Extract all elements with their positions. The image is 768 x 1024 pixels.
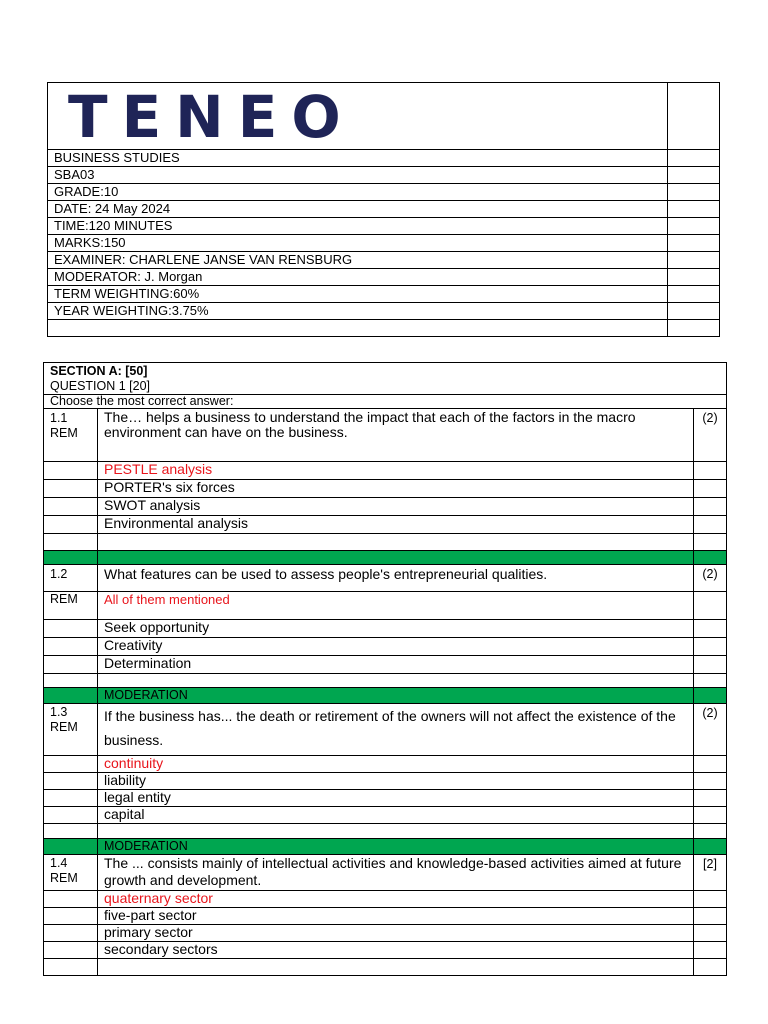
option-row <box>44 942 727 959</box>
correct-answer: continuity <box>98 756 694 773</box>
exam-header-table <box>47 82 720 337</box>
instruction-row <box>44 395 727 409</box>
question-marks: (2) <box>694 409 727 462</box>
teneo-logo: TENEO <box>68 83 355 150</box>
correct-answer: quaternary sector <box>98 891 694 908</box>
option: Environmental analysis <box>98 516 694 534</box>
option: capital <box>98 807 694 824</box>
option-row <box>44 656 727 674</box>
question-code: REM <box>44 592 98 620</box>
moderation-label: MODERATION <box>98 839 694 855</box>
option-row <box>44 908 727 925</box>
question-number: 1.2 <box>44 565 98 592</box>
option-row <box>44 773 727 790</box>
option: SWOT analysis <box>98 498 694 516</box>
spacer-row <box>44 824 727 839</box>
moderation-label: MODERATION <box>98 688 694 704</box>
date-label: DATE: 24 May 2024 <box>48 201 668 218</box>
question-text: The ... consists mainly of intellectual activities and knowledge-based activities aimed at future growth and development. <box>98 855 694 891</box>
moderation-row <box>44 551 727 565</box>
question-row <box>44 855 727 891</box>
question-row <box>44 565 727 592</box>
option: Determination <box>98 656 694 674</box>
option: Creativity <box>98 638 694 656</box>
option-row <box>44 638 727 656</box>
question-code: REM <box>50 720 78 734</box>
moderator-label: MODERATOR: J. Morgan <box>48 269 668 286</box>
answer-row <box>44 462 727 480</box>
grade-label: GRADE:10 <box>48 184 668 201</box>
option-row <box>44 790 727 807</box>
section-header-row <box>44 363 727 395</box>
question-number: 1.4 <box>50 856 68 870</box>
question-text: If the business has... the death or retirement of the owners will not affect the existence of the business. <box>98 704 694 756</box>
logo-row <box>48 83 720 150</box>
moderation-row <box>44 688 727 704</box>
moderation-row <box>44 839 727 855</box>
option: primary sector <box>98 925 694 942</box>
question-code: REM <box>50 871 78 885</box>
spacer-row <box>44 959 727 976</box>
marks-label: MARKS:150 <box>48 235 668 252</box>
question-number: 1.3 <box>50 705 68 719</box>
time-label: TIME:120 MINUTES <box>48 218 668 235</box>
question-row <box>44 409 727 462</box>
examiner-label: EXAMINER: CHARLENE JANSE VAN RENSBURG <box>48 252 668 269</box>
question-number: 1.1 <box>50 411 68 425</box>
correct-answer: PESTLE analysis <box>98 462 694 480</box>
subject-label: BUSINESS STUDIES <box>48 150 668 167</box>
spacer-row <box>44 674 727 688</box>
option-row <box>44 807 727 824</box>
answer-row <box>44 592 727 620</box>
option: legal entity <box>98 790 694 807</box>
question-marks: (2) <box>694 565 727 592</box>
correct-answer: All of them mentioned <box>98 592 694 620</box>
spacer-row <box>44 534 727 551</box>
option: five-part sector <box>98 908 694 925</box>
section-a-table <box>43 362 727 976</box>
question-text: What features can be used to assess people's entrepreneurial qualities. <box>98 565 694 592</box>
option-row <box>44 925 727 942</box>
question-code: REM <box>50 426 78 440</box>
answer-row <box>44 891 727 908</box>
option-row <box>44 480 727 498</box>
code-label: SBA03 <box>48 167 668 184</box>
section-title: SECTION A: [50] <box>50 364 148 378</box>
question-text: The… helps a business to understand the impact that each of the factors in the macro environment can have on the business. <box>98 409 694 462</box>
answer-row <box>44 756 727 773</box>
option-row <box>44 516 727 534</box>
option: liability <box>98 773 694 790</box>
question-marks: (2) <box>694 704 727 756</box>
logo-cell <box>48 83 668 150</box>
instruction: Choose the most correct answer: <box>44 395 727 409</box>
question-row <box>44 704 727 756</box>
term-weighting-label: TERM WEIGHTING:60% <box>48 286 668 303</box>
question-marks: [2] <box>694 855 727 891</box>
option: Seek opportunity <box>98 620 694 638</box>
option: secondary sectors <box>98 942 694 959</box>
option-row <box>44 620 727 638</box>
option: PORTER's six forces <box>98 480 694 498</box>
question-title: QUESTION 1 [20] <box>50 379 151 393</box>
year-weighting-label: YEAR WEIGHTING:3.75% <box>48 303 668 320</box>
option-row <box>44 498 727 516</box>
